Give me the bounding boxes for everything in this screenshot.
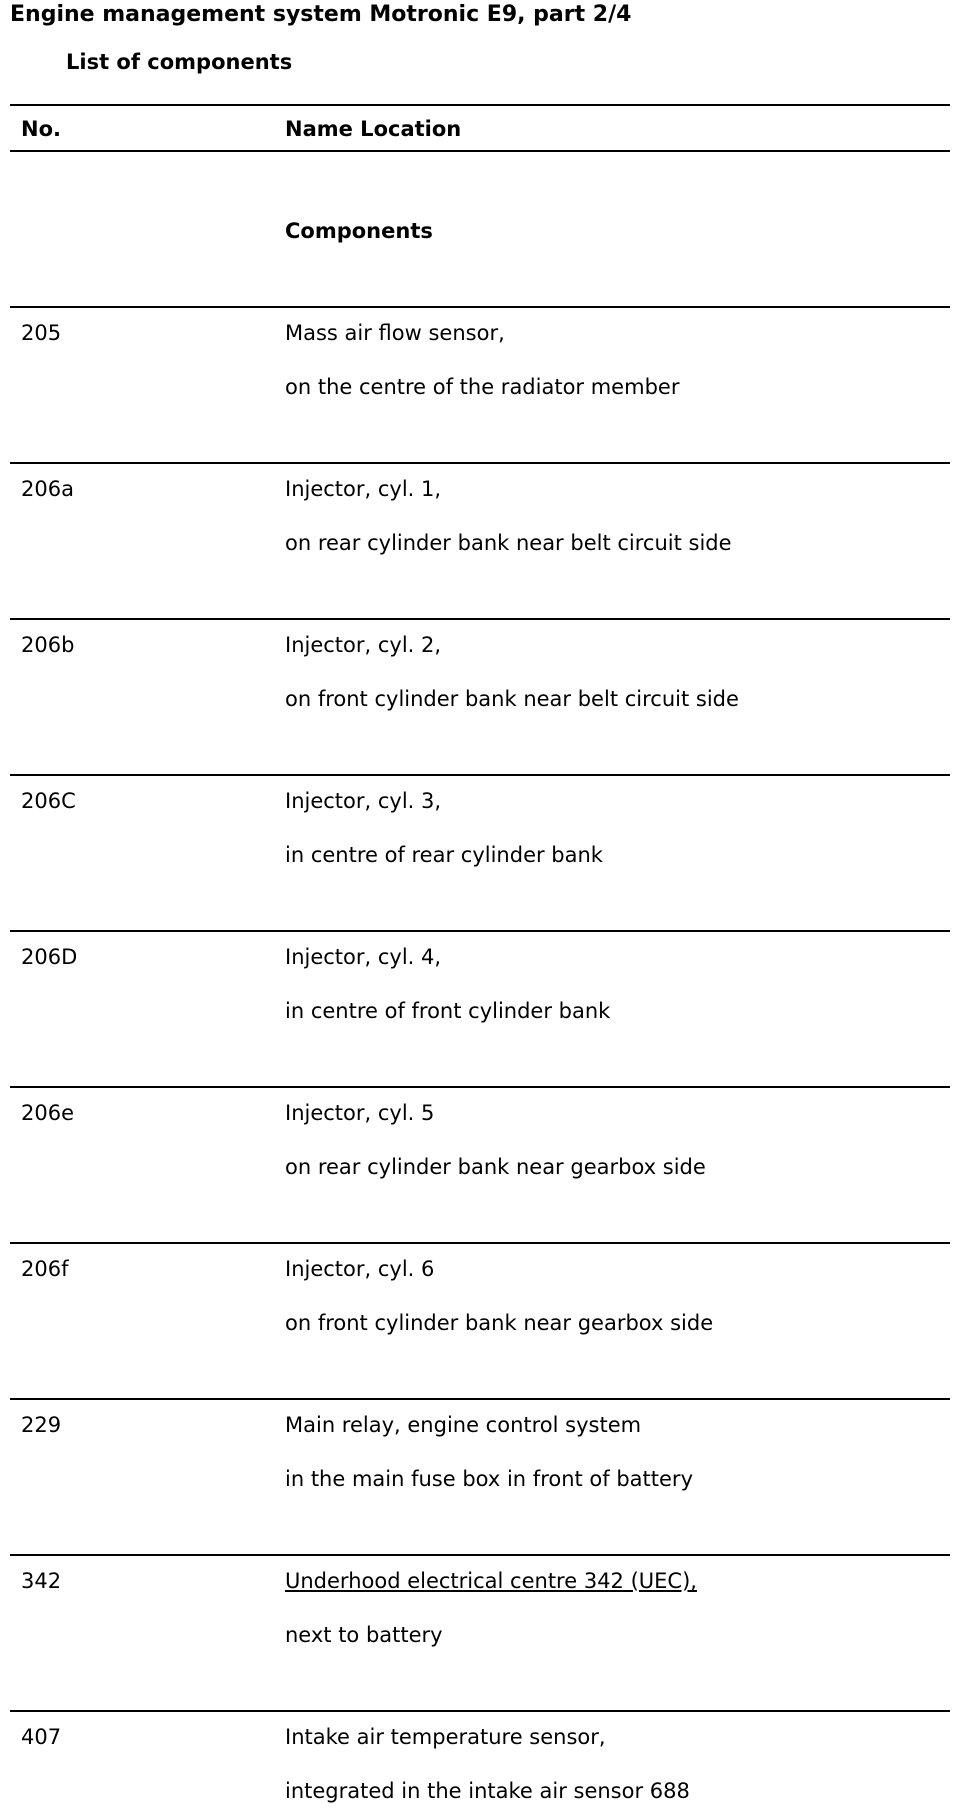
- row-location: in centre of front cylinder bank: [285, 999, 611, 1023]
- row-divider: [10, 1554, 950, 1556]
- row-location: next to battery: [285, 1623, 443, 1647]
- row-name: Mass air flow sensor,: [285, 321, 505, 345]
- row-divider: [10, 1242, 950, 1244]
- header-name-location: Name Location: [285, 117, 462, 141]
- row-divider: [10, 306, 950, 308]
- document-subtitle: List of components: [66, 50, 293, 74]
- row-divider: [10, 1710, 950, 1712]
- row-name: Injector, cyl. 2,: [285, 633, 442, 657]
- row-name: Main relay, engine control system: [285, 1413, 642, 1437]
- row-no: 206f: [21, 1257, 69, 1281]
- row-name: Injector, cyl. 3,: [285, 789, 442, 813]
- row-no: 229: [21, 1413, 62, 1437]
- header-no: No.: [21, 117, 61, 141]
- row-no: 206a: [21, 477, 74, 501]
- row-name: Injector, cyl. 4,: [285, 945, 442, 969]
- row-location: on the centre of the radiator member: [285, 375, 680, 399]
- table-top-rule: [10, 104, 950, 106]
- row-location: in centre of rear cylinder bank: [285, 843, 603, 867]
- row-location: on front cylinder bank near gearbox side: [285, 1311, 714, 1335]
- row-divider: [10, 462, 950, 464]
- row-no: 206D: [21, 945, 78, 969]
- row-no: 205: [21, 321, 62, 345]
- row-name: Intake air temperature sensor,: [285, 1725, 606, 1749]
- row-location: on rear cylinder bank near belt circuit side: [285, 531, 732, 555]
- row-location: on rear cylinder bank near gearbox side: [285, 1155, 706, 1179]
- row-divider: [10, 774, 950, 776]
- header-bottom-rule: [10, 150, 950, 152]
- row-divider: [10, 1086, 950, 1088]
- row-divider: [10, 1398, 950, 1400]
- uec-link[interactable]: Underhood electrical centre 342 (UEC),: [285, 1569, 697, 1593]
- row-no: 206b: [21, 633, 75, 657]
- row-location: on front cylinder bank near belt circuit side: [285, 687, 739, 711]
- row-no: 342: [21, 1569, 62, 1593]
- row-name: Injector, cyl. 5: [285, 1101, 435, 1125]
- row-name-link[interactable]: [285, 1568, 697, 1594]
- document-title: Engine management system Motronic E9, part 2/4: [10, 2, 632, 27]
- row-location: in the main fuse box in front of battery: [285, 1467, 693, 1491]
- row-name: Injector, cyl. 1,: [285, 477, 442, 501]
- row-name: Injector, cyl. 6: [285, 1257, 435, 1281]
- row-no: 407: [21, 1725, 62, 1749]
- row-location: integrated in the intake air sensor 688: [285, 1779, 690, 1803]
- row-divider: [10, 618, 950, 620]
- row-no: 206C: [21, 789, 76, 813]
- section-heading: Components: [285, 219, 433, 243]
- row-divider: [10, 930, 950, 932]
- row-no: 206e: [21, 1101, 75, 1125]
